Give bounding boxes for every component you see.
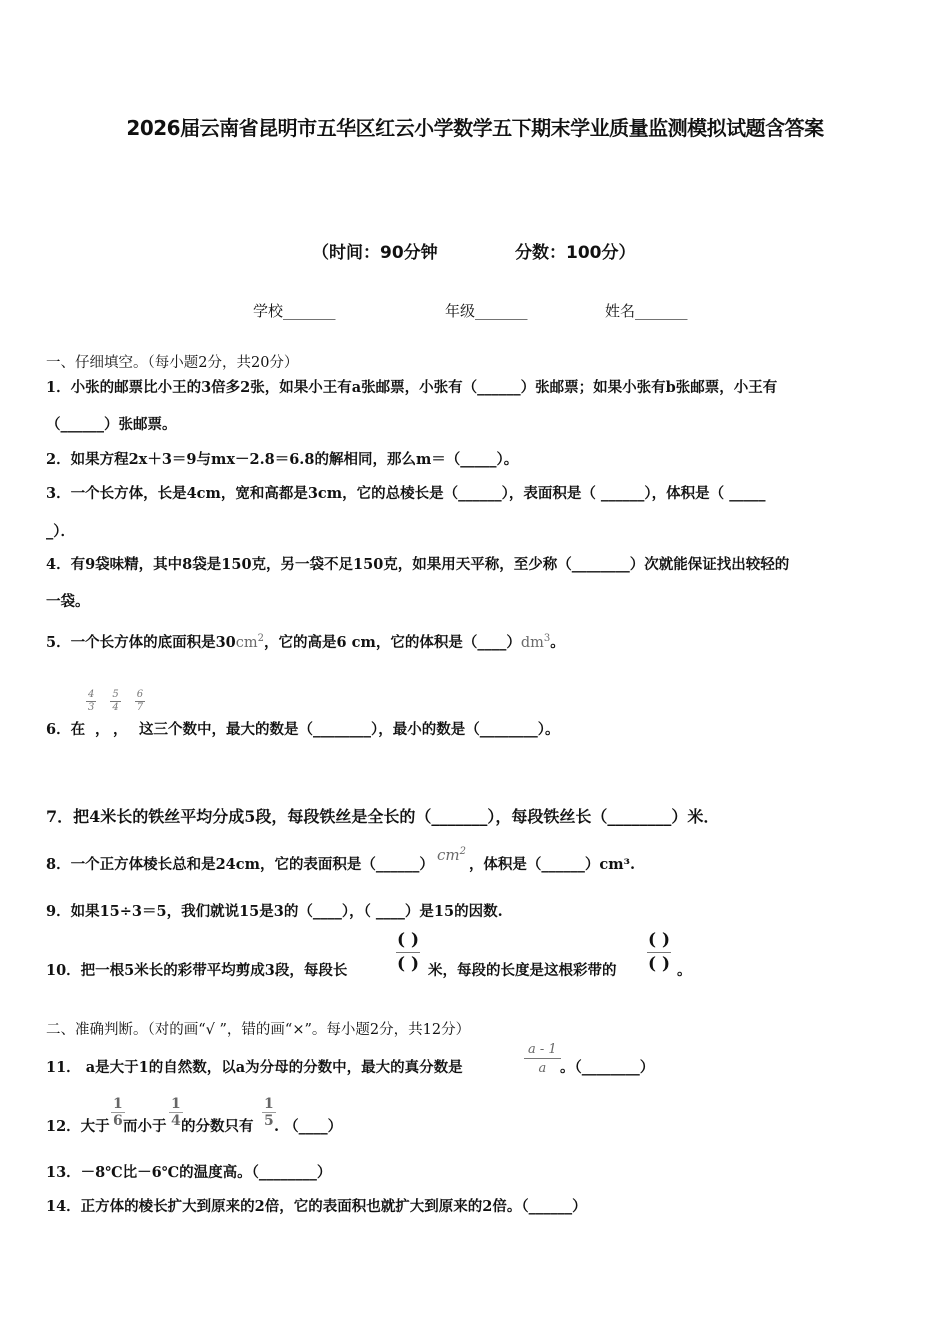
- question-1: 1．小张的邮票比小王的3倍多2张，如果小王有a张邮票，小张有（______）张邮票；如果小张有b张邮票，小王有: [46, 379, 778, 396]
- grade-field: 年级_______: [445, 302, 528, 320]
- question-10-mid: 米，每段的长度是这根彩带的: [428, 962, 617, 979]
- q12-fraction-1: $\frac{1}{6}$: [113, 1096, 123, 1129]
- q12-fraction-3: $\frac{1}{5}$: [264, 1096, 274, 1129]
- q6-fractions: $\frac{4}{3}$ $\frac{5}{4}$ $\frac{6}{7}$: [88, 689, 144, 713]
- score-label: 分数：100分）: [515, 243, 636, 263]
- q11-fraction: $\frac{a - 1}{a}$: [524, 1043, 561, 1075]
- question-13: 13．－8℃比－6℃的温度高。（________）: [46, 1164, 332, 1181]
- question-1-cont: （______）张邮票。: [46, 416, 177, 433]
- question-12-mid1: 而小于: [123, 1118, 167, 1135]
- question-3: 3．一个长方体，长是4cm，宽和高都是3cm，它的总棱长是（______），表面积是（ ______），体积是（ _____: [46, 485, 766, 502]
- question-6: 6．在: [46, 721, 86, 738]
- time-label: （时间：90分钟: [312, 243, 438, 263]
- question-3-cont: _）．: [46, 523, 75, 540]
- question-12-mid2: 的分数只有: [181, 1118, 254, 1135]
- question-6-body: 这三个数中，最大的数是（________），最小的数是（________）。: [139, 721, 560, 738]
- question-4: 4．有9袋味精，其中8袋是150克，另一袋不足150克，如果用天平称，至少称（________）次就能保证找出较轻的: [46, 556, 790, 573]
- question-4-cont: 一袋。: [46, 593, 90, 610]
- q12-fraction-2: $\frac{1}{4}$: [171, 1096, 181, 1129]
- school-field: 学校_______: [253, 302, 336, 320]
- q6-comma-2: ，: [113, 721, 128, 738]
- question-11: 11． a是大于1的自然数，以a为分母的分数中，最大的真分数是: [46, 1059, 463, 1076]
- question-9: 9．如果15÷3＝5，我们就说15是3的（____），（ ____）是15的因数.: [46, 903, 503, 920]
- question-5: 5．一个长方体的底面积是$30cm^2$，它的高是6 cm，它的体积是$(\_\_\_\_)dm^3$。: [46, 633, 565, 651]
- q10-fraction-2: $\frac{( )}{( )}$: [648, 930, 671, 974]
- question-14: 14．正方体的棱长扩大到原来的2倍，它的表面积也就扩大到原来的2倍。（______）: [46, 1198, 587, 1215]
- q10-fraction-1: $\frac{( )}{( )}$: [397, 930, 420, 974]
- question-12-end: . （____）: [274, 1118, 343, 1135]
- question-10-end: 。: [677, 962, 692, 979]
- section-1-heading: 一、仔细填空。（每小题2分，共20分）: [46, 355, 299, 371]
- q6-comma-1: ，: [95, 721, 110, 738]
- section-2-heading: 二、准确判断。（对的画“√ ”，错的画“×”。每小题2分，共12分）: [46, 1022, 471, 1038]
- question-12: 12．大于: [46, 1118, 110, 1135]
- question-7: 7．把4米长的铁丝平均分成5段，每段铁丝是全长的（_______），每段铁丝长（________）米．: [46, 807, 720, 826]
- question-8: 8．一个正方体棱长总和是24cm，它的表面积是$(\_\_\_\_\_\_)cm^2$，体积是（______）cm³.: [46, 846, 636, 873]
- name-field: 姓名_______: [605, 302, 688, 320]
- question-11-end: 。（________）: [560, 1059, 655, 1076]
- page-title: 2026届云南省昆明市五华区红云小学数学五下期末学业质量监测模拟试题含答案: [126, 116, 824, 140]
- question-10: 10．把一根5米长的彩带平均剪成3段，每段长: [46, 962, 348, 979]
- question-2: 2．如果方程2x＋3＝9与mx－2.8＝6.8的解相同，那么m＝（_____）。: [46, 451, 519, 468]
